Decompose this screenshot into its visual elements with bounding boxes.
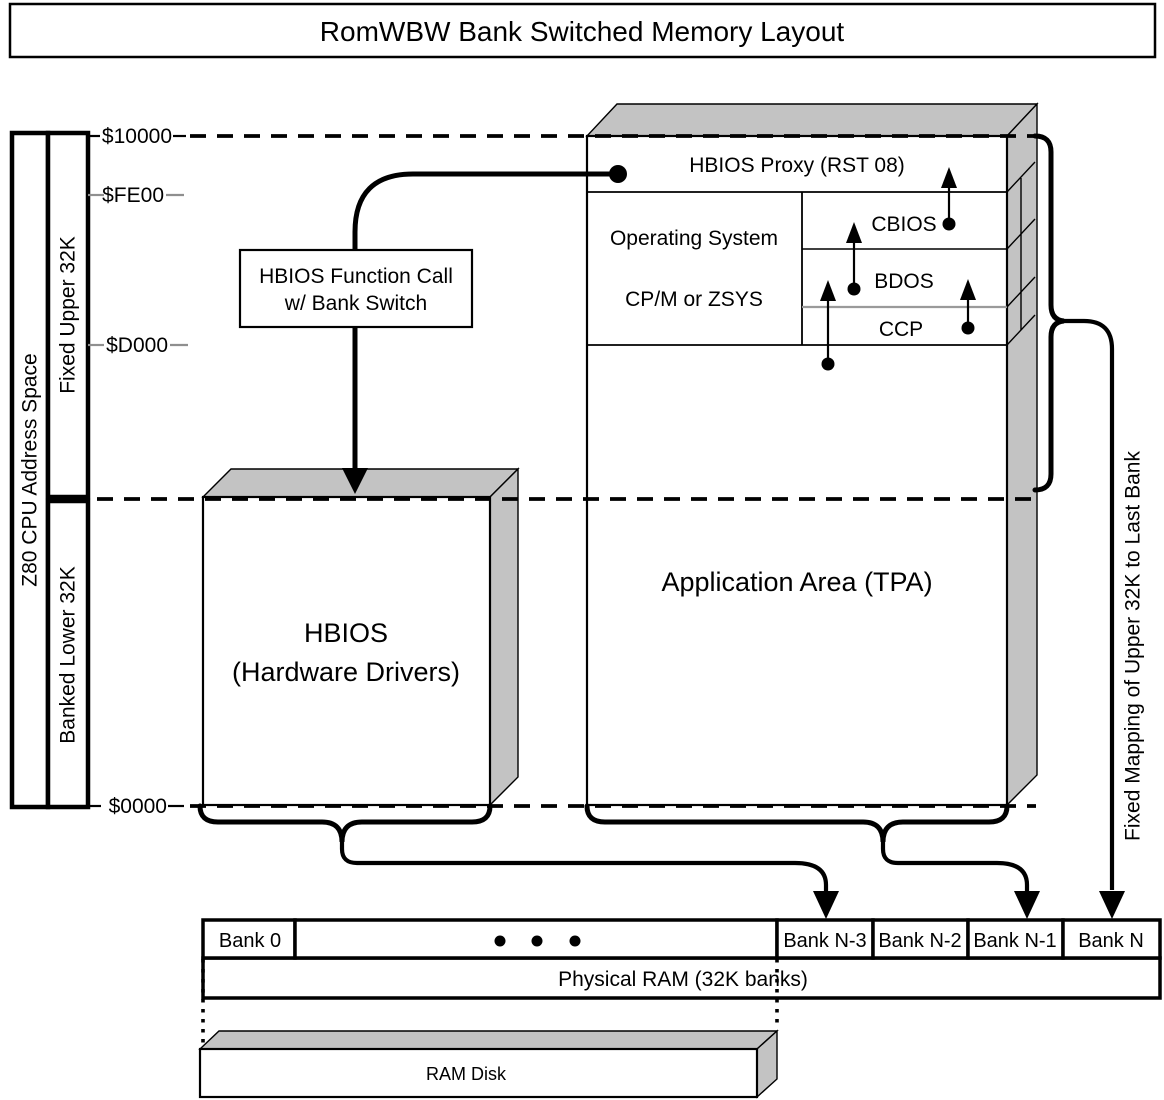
ellipsis-dot-1 bbox=[495, 936, 506, 947]
hbios-label-line1: HBIOS bbox=[303, 618, 389, 648]
dot-ccp bbox=[962, 322, 975, 335]
tpa-to-bank-line bbox=[883, 842, 1027, 891]
bank-n2-label: Bank N-2 bbox=[878, 930, 962, 952]
addr-fe00: $FE00 bbox=[102, 184, 164, 207]
addr-10000: $10000 bbox=[101, 125, 172, 148]
hbios-bottom-brace bbox=[200, 806, 490, 842]
ellipsis-dot-3 bbox=[570, 936, 581, 947]
cbios-label: CBIOS bbox=[871, 213, 937, 236]
os-label-line1: Operating System bbox=[609, 227, 779, 250]
main-box-right-face bbox=[1007, 104, 1037, 805]
ramdisk-top-face bbox=[200, 1031, 777, 1049]
fixed-mapping-label: Fixed Mapping of Upper 32K to Last Bank bbox=[1121, 451, 1145, 841]
addr-0000: $0000 bbox=[108, 795, 167, 818]
function-call-line2: w/ Bank Switch bbox=[284, 292, 428, 315]
tpa-bottom-brace bbox=[587, 806, 1007, 842]
title-box bbox=[10, 4, 1155, 57]
bank-routing bbox=[200, 806, 1040, 919]
proxy-label: HBIOS Proxy (RST 08) bbox=[689, 154, 905, 177]
bank-n3-arrowhead bbox=[813, 891, 839, 919]
function-call-line1: HBIOS Function Call bbox=[259, 265, 453, 288]
hbios-front bbox=[203, 497, 490, 805]
function-call-box bbox=[240, 250, 472, 327]
physical-ram-label: Physical RAM (32K banks) bbox=[558, 968, 808, 991]
physical-ram bbox=[203, 920, 1160, 998]
cpu-bar-label: Z80 CPU Address Space bbox=[18, 353, 42, 587]
hbios-drivers-box bbox=[203, 497, 490, 805]
page-title: RomWBW Bank Switched Memory Layout bbox=[319, 16, 845, 47]
address-labels bbox=[88, 125, 188, 818]
bank-n1-arrowhead bbox=[1014, 891, 1040, 919]
bdos-label: BDOS bbox=[874, 270, 934, 293]
hbios-function-call bbox=[240, 165, 627, 494]
hbios-label-line2: (Hardware Drivers) bbox=[231, 657, 461, 687]
hbios-box-right-face bbox=[490, 469, 518, 805]
fixed-mapping-line bbox=[1064, 321, 1112, 890]
os-label-line2: CP/M or ZSYS bbox=[625, 288, 763, 311]
hbios-to-bank-line bbox=[342, 842, 826, 891]
ccp-label: CCP bbox=[878, 318, 924, 341]
dot-cbios bbox=[943, 218, 956, 231]
dot-bdos bbox=[848, 283, 861, 296]
dot-tpa bbox=[822, 358, 835, 371]
cpu-address-bar bbox=[12, 133, 88, 807]
bank-n1-label: Bank N-1 bbox=[973, 930, 1057, 952]
bank-n-label: Bank N bbox=[1078, 930, 1144, 952]
fixed-upper-label: Fixed Upper 32K bbox=[56, 236, 80, 394]
addr-d000: $D000 bbox=[106, 334, 168, 357]
proxy-endpoint-dot bbox=[609, 165, 627, 183]
fixed-mapping-arrowhead bbox=[1099, 891, 1125, 919]
ramdisk-label: RAM Disk bbox=[426, 1064, 506, 1084]
tpa-label: Application Area (TPA) bbox=[661, 567, 933, 597]
bank-0-label: Bank 0 bbox=[218, 930, 282, 952]
memory-map-box bbox=[587, 136, 1035, 805]
banked-lower-label: Banked Lower 32K bbox=[56, 566, 80, 744]
fixed-mapping-group bbox=[1035, 136, 1145, 919]
ellipsis-dot-2 bbox=[532, 936, 543, 947]
upper-32k-brace bbox=[1035, 136, 1064, 490]
main-box-top-face bbox=[587, 104, 1037, 136]
bank-n3-label: Bank N-3 bbox=[783, 930, 867, 952]
